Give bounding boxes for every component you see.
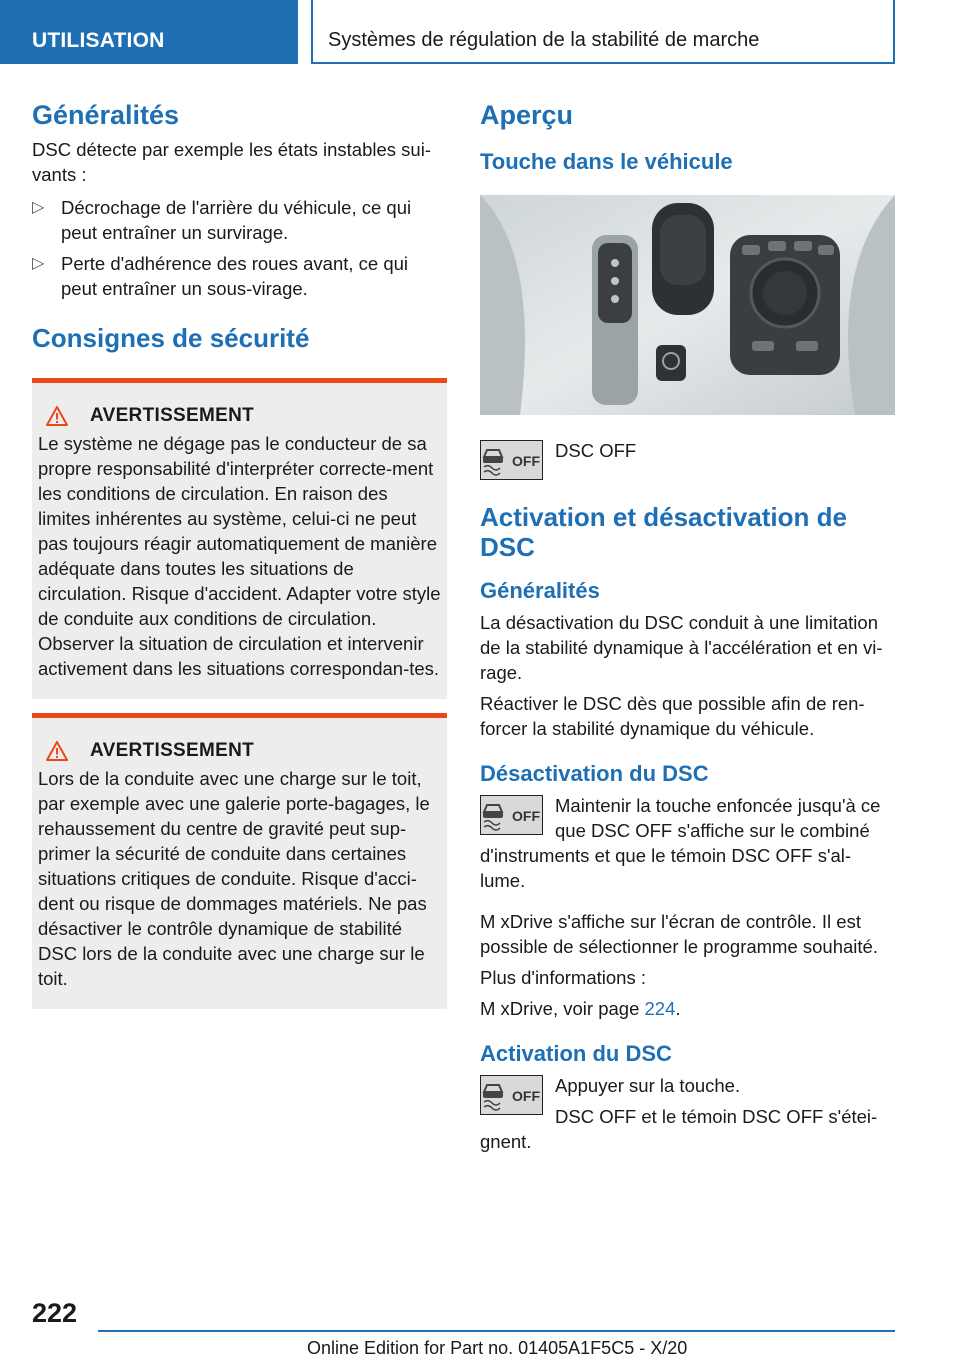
warning-text: Le système ne dégage pas le conducteur de sa propre responsabilité d'interpréter correcte-ment les conditions de circulation. En raison des limites inhérentes au système, celui-ci ne peut pas toujours réagir automatiquement de manière adéquate dans toutes les situations de circulation. Risque d'accident. Adapter votre style de conduite aux conditions de circulation. Observer la situation de circulation et intervenir activement dans les situations correspondan-tes.: [38, 433, 441, 679]
dsc-off-icon: [480, 440, 543, 480]
dsc-off-label: DSC OFF: [555, 440, 637, 461]
instability-list: [32, 195, 447, 301]
header-section-label: UTILISATION: [32, 29, 165, 52]
footer-edition: Online Edition for Part no. 01405A1F5C5 - X/20: [307, 1338, 688, 1358]
warning-title: AVERTISSEMENT: [90, 405, 255, 426]
activation-block: [480, 1073, 895, 1154]
activation-p1: Appuyer sur la touche.: [555, 1075, 741, 1096]
desactivation-block: [480, 793, 895, 899]
activation-p2: DSC OFF et le témoin DSC OFF s'étei-gnent.: [480, 1106, 878, 1152]
footer-divider: [98, 1330, 895, 1332]
heading-activation-dsc: Activation du DSC: [480, 1041, 672, 1066]
header-section-tab: [0, 0, 298, 64]
heading-touche: Touche dans le véhicule: [480, 149, 733, 174]
heading-desactivation: Désactivation du DSC: [480, 761, 709, 786]
desactivation-p2: M xDrive s'affiche sur l'écran de contrôle. Il est possible de sélectionner le programme souhaité.: [480, 911, 878, 957]
dsc-off-icon: [480, 795, 543, 835]
page-number: 222: [32, 1298, 78, 1328]
list-item: ▷ Perte d'adhérence des roues avant, ce qui peut entraîner un sous-virage.: [32, 253, 409, 299]
warning-box: [32, 378, 447, 699]
heading-generalites: Généralités: [32, 100, 180, 130]
desactivation-p3: Plus d'informations :: [480, 967, 646, 988]
svg-text:OFF: OFF: [512, 808, 540, 824]
warning-triangle-icon: [46, 741, 68, 761]
header-chapter-title: Systèmes de régulation de la stabilité de marche: [328, 29, 760, 51]
right-column: [480, 100, 895, 1160]
heading-consignes: Consignes de sécurité: [32, 323, 310, 353]
desactivation-p1: Maintenir la touche enfoncée jusqu'à ce que DSC OFF s'affiche sur le combiné d'instruments et que le témoin DSC OFF s'al-lume.: [480, 795, 881, 891]
warning-triangle-icon: [46, 406, 68, 426]
page-link-224[interactable]: 224: [644, 998, 676, 1019]
warning-text: Lors de la conduite avec une charge sur le toit, par exemple avec une galerie porte-bagages, le rehaussement du centre de gravité peut sup-primer la sécurité de conduite dans certaines situations critiques de conduite. Risque d'acci-dent ou risque de dommages matériels. Ne pas désactiver le contrôle dynamique de stabilité DSC lors de la conduite avec une charge sur le toit.: [38, 768, 430, 989]
intro-text: DSC détecte par exemple les états instables sui-vants :: [32, 139, 431, 185]
warning-title: AVERTISSEMENT: [90, 740, 255, 761]
triangle-bullet-icon: ▷: [32, 255, 45, 272]
center-console-photo: [480, 195, 895, 415]
triangle-bullet-icon: ▷: [32, 199, 45, 216]
list-item: ▷ Décrochage de l'arrière du véhicule, ce qui peut entraîner un survirage.: [32, 197, 412, 243]
heading-activation: Activation et désactivation de DSC: [480, 502, 847, 562]
dsc-off-row: [480, 440, 895, 480]
header-chapter-box: [311, 0, 895, 64]
left-column: [32, 100, 447, 1015]
warning-box: [32, 713, 447, 1009]
desactivation-p4: M xDrive, voir page 224.: [480, 998, 681, 1019]
heading-apercu: Aperçu: [480, 100, 574, 130]
heading-generalites-right: Généralités: [480, 578, 600, 603]
svg-text:OFF: OFF: [512, 1088, 540, 1104]
svg-text:OFF: OFF: [512, 453, 540, 469]
dsc-off-icon: [480, 1075, 543, 1115]
generalites-p1: La désactivation du DSC conduit à une limitation de la stabilité dynamique à l'accélération et en vi-rage.: [480, 612, 883, 683]
generalites-p2: Réactiver le DSC dès que possible afin de ren-forcer la stabilité dynamique du véhicule.: [480, 693, 865, 739]
